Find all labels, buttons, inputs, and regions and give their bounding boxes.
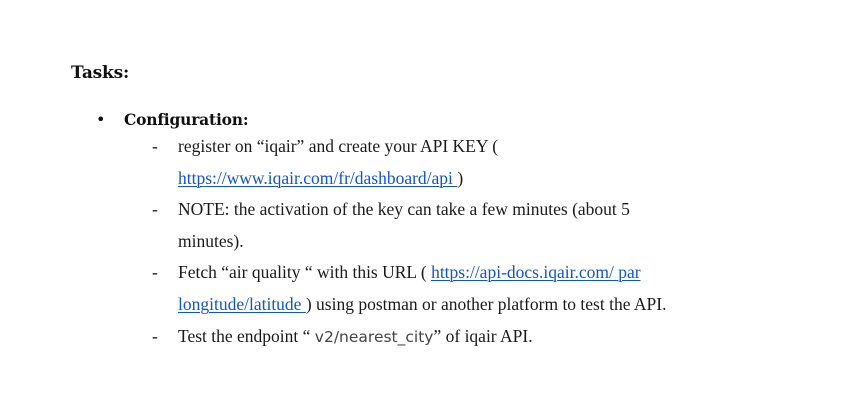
register-text: register on “iqair” and create your API KEY ( [178, 136, 499, 156]
fetch-text: Fetch “air quality “ with this URL ( [178, 262, 432, 282]
task-item-line [178, 162, 800, 194]
dash-icon: - [152, 136, 158, 156]
bullet-icon: • [96, 110, 106, 129]
configuration-label: Configuration: [124, 110, 249, 129]
fetch-text-after: ) using postman or another platform to test the API. [305, 294, 667, 314]
configuration-bullet [96, 110, 248, 129]
endpoint-code: v2/nearest_city [314, 328, 434, 346]
dash-icon: - [152, 326, 158, 346]
endpoint-text-after: ” of iqair API. [433, 326, 533, 346]
iqair-dashboard-link[interactable]: https://www.iqair.com/fr/dashboard/api [178, 168, 458, 188]
note-text-line2: minutes). [178, 231, 244, 251]
dash-icon: - [152, 199, 158, 219]
closing-paren: ) [457, 168, 464, 188]
task-item-register [150, 130, 800, 194]
endpoint-text-before: Test the endpoint “ [178, 326, 315, 346]
task-item-line [178, 320, 800, 353]
api-docs-link[interactable]: https://api-docs.iqair.com/ par [431, 262, 641, 282]
task-item-line [178, 256, 800, 288]
note-text-line1: NOTE: the activation of the key can take a few minutes (about 5 [178, 199, 630, 219]
api-docs-link-continued[interactable]: longitude/latitude [178, 294, 306, 314]
task-item-fetch [150, 256, 800, 320]
tasks-heading: Tasks: [71, 63, 130, 83]
task-item-note [150, 193, 800, 257]
dash-icon: - [152, 262, 158, 282]
task-item-endpoint [150, 320, 800, 353]
task-item-line [178, 288, 800, 320]
task-item-line [178, 130, 800, 162]
